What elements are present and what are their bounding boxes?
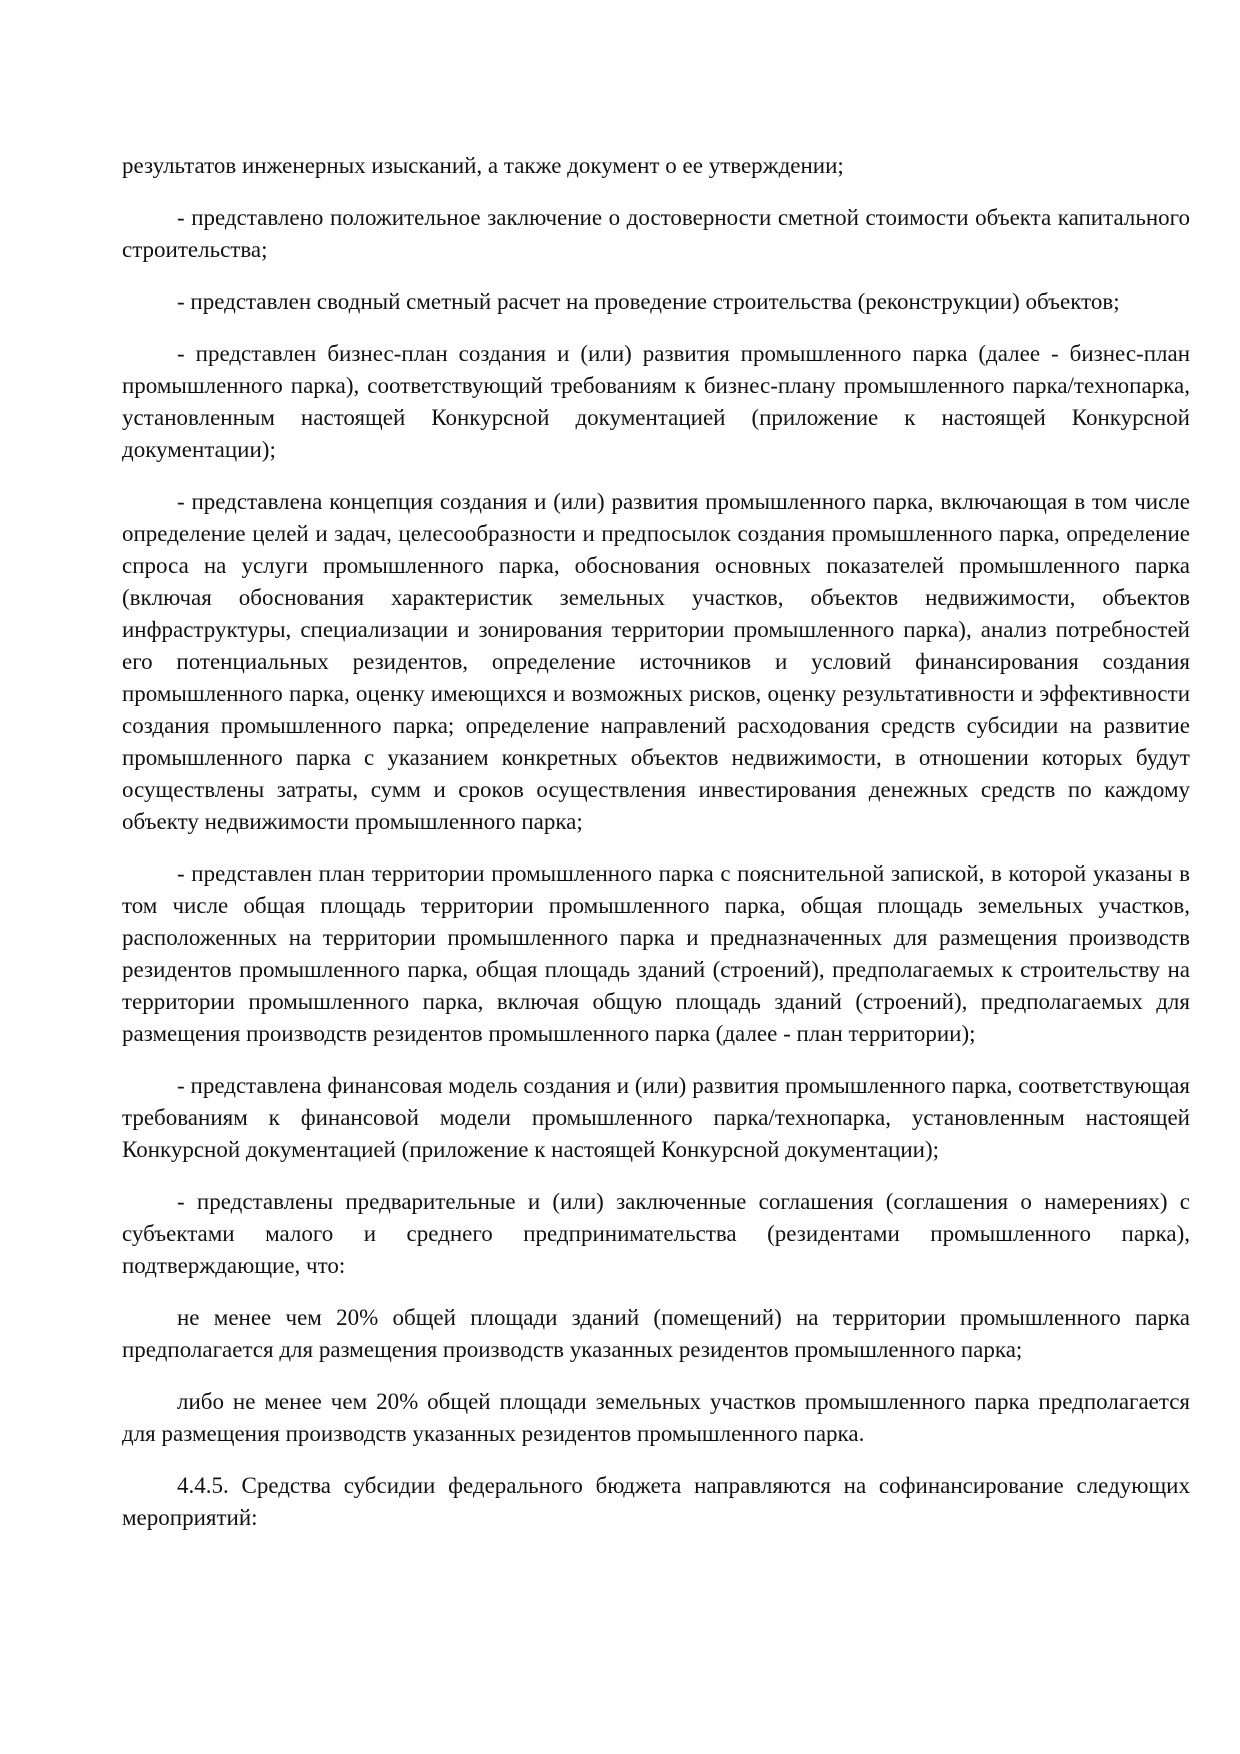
- paragraph-land-share: либо не менее чем 20% общей площади земельных участков промышленного парка предполагается для размещения производств указанных резидентов промышленного парка.: [122, 1389, 1190, 1446]
- paragraph-agreements: - представлены предварительные и (или) заключенные соглашения (соглашения о намерениях) с субъектами малого и среднего предпринимательства (резидентами промышленного парка), подтверждающие, что:: [122, 1189, 1190, 1278]
- paragraph-continuation: результатов инженерных изысканий, а также документ о ее утверждении;: [122, 153, 844, 178]
- paragraph-territory-plan: - представлен план территории промышленного парка с пояснительной запиской, в которой указаны в том числе общая площадь территории промышленного парка, общая площадь земельных участков, расположенных на территории промышленного парка и предназначенных для размещения производств резидентов промышленного парка, общая площадь зданий (строений), предполагаемых к строительству на территории промышленного парка, включая общую площадь зданий (строений), предполагаемых для размещения производств резидентов промышленного парка (далее - план территории);: [122, 861, 1190, 1046]
- paragraph-concept: - представлена концепция создания и (или) развития промышленного парка, включающая в том числе определение целей и задач, целесообразности и предпосылок создания промышленного парка, определение спроса на услуги промышленного парка, обоснования основных показателей промышленного парка (включая обоснования характеристик земельных участков, объектов недвижимости, объектов инфраструктуры, специализации и зонирования территории промышленного парка), анализ потребностей его потенциальных резидентов, определение источников и условий финансирования создания промышленного парка, оценку имеющихся и возможных рисков, оценку результативности и эффективности создания промышленного парка; определение направлений расходования средств субсидии на развитие промышленного парка с указанием конкретных объектов недвижимости, в отношении которых будут осуществлены затраты, сумм и сроков осуществления инвестирования денежных средств по каждому объекту недвижимости промышленного парка;: [122, 489, 1190, 834]
- paragraph-buildings-share: не менее чем 20% общей площади зданий (помещений) на территории промышленного парка предполагается для размещения производств указанных резидентов промышленного парка;: [122, 1305, 1190, 1362]
- paragraph-section-4-4-5: 4.4.5. Средства субсидии федерального бюджета направляются на софинансирование следующих мероприятий:: [122, 1473, 1190, 1530]
- paragraph-summary-estimate: - представлен сводный сметный расчет на проведение строительства (реконструкции) объектов;: [177, 289, 1120, 314]
- document-page: [122, 150, 1190, 1554]
- paragraph-business-plan: - представлен бизнес-план создания и (или) развития промышленного парка (далее - бизнес-план промышленного парка), соответствующий требованиям к бизнес-плану промышленного парка/технопарка, установленным настоящей Конкурсной документацией (приложение к настоящей Конкурсной документации);: [122, 341, 1190, 462]
- paragraph-estimate-conclusion: - представлено положительное заключение о достоверности сметной стоимости объекта капитального строительства;: [122, 205, 1190, 262]
- paragraph-financial-model: - представлена финансовая модель создания и (или) развития промышленного парка, соответствующая требованиям к финансовой модели промышленного парка/технопарка, установленным настоящей Конкурсной документацией (приложение к настоящей Конкурсной документации);: [122, 1073, 1190, 1162]
